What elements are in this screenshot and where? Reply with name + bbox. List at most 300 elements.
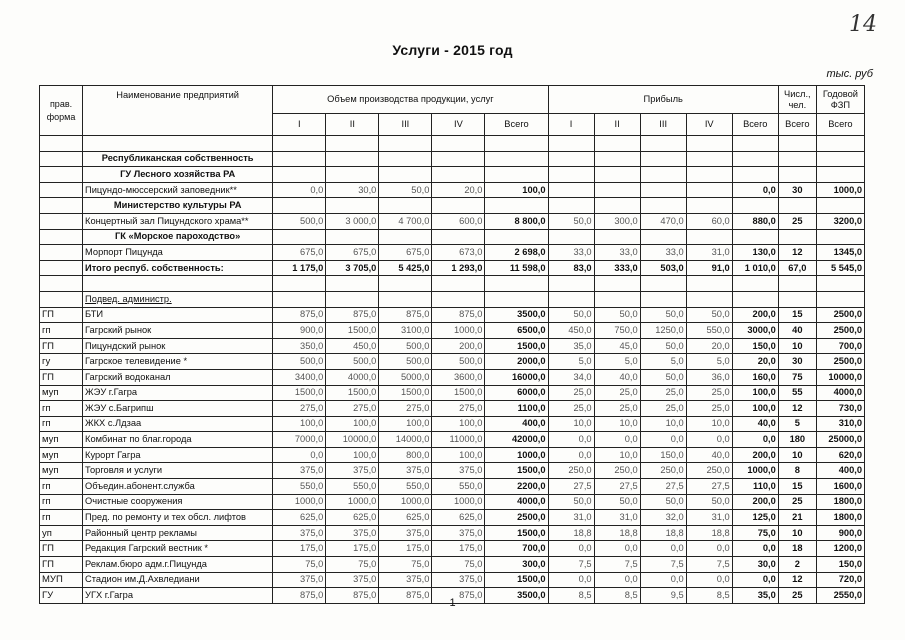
header-profit-q2: II (594, 114, 640, 136)
profit-q2 (594, 182, 640, 198)
volume-q2: 625,0 (326, 510, 379, 526)
profit-q3: 1250,0 (640, 323, 686, 339)
empty-cell (40, 276, 83, 292)
enterprise-name: Курорт Гагра (83, 447, 273, 463)
header-profit-q1: I (548, 114, 594, 136)
profit-q2: 18,8 (594, 525, 640, 541)
staff-count: 25 (778, 588, 816, 604)
table-row (40, 525, 865, 541)
profit-q1: 50,0 (548, 213, 594, 229)
volume-q2: 175,0 (326, 541, 379, 557)
volume-q4: 550,0 (432, 479, 485, 495)
volume-q1: 0,0 (273, 447, 326, 463)
annual-fund: 2500,0 (816, 307, 864, 323)
empty-cell (816, 136, 864, 152)
profit-q5: 20,0 (732, 354, 778, 370)
profit-q2: 33,0 (594, 245, 640, 261)
profit-q1: 0,0 (548, 572, 594, 588)
staff-count: 12 (778, 572, 816, 588)
annual-fund: 3200,0 (816, 213, 864, 229)
section-label: Министерство культуры РА (83, 198, 273, 214)
volume-q1: 375,0 (273, 572, 326, 588)
staff-count: 55 (778, 385, 816, 401)
volume-q5: 16000,0 (485, 369, 548, 385)
empty-cell (273, 291, 326, 307)
profit-q5: 150,0 (732, 338, 778, 354)
section-label: ГУ Лесного хозяйства РА (83, 167, 273, 183)
legal-form: ГП (40, 557, 83, 573)
volume-q4: 500,0 (432, 354, 485, 370)
table-row (40, 416, 865, 432)
volume-q1: 3400,0 (273, 369, 326, 385)
volume-q2: 875,0 (326, 588, 379, 604)
header-volume-q3: III (379, 114, 432, 136)
profit-q2: 27,5 (594, 479, 640, 495)
volume-q3: 875,0 (379, 307, 432, 323)
volume-q4: 1 293,0 (432, 260, 485, 276)
profit-q3: 470,0 (640, 213, 686, 229)
empty-cell (686, 276, 732, 292)
volume-q4: 100,0 (432, 447, 485, 463)
legal-form: ГП (40, 369, 83, 385)
profit-q2: 50,0 (594, 307, 640, 323)
profit-q3: 50,0 (640, 338, 686, 354)
profit-q3: 18,8 (640, 525, 686, 541)
profit-q2: 0,0 (594, 432, 640, 448)
table-row (40, 541, 865, 557)
profit-q4: 40,0 (686, 447, 732, 463)
profit-q3: 50,0 (640, 307, 686, 323)
annual-fund: 2550,0 (816, 588, 864, 604)
volume-q1: 1500,0 (273, 385, 326, 401)
volume-q5: 1500,0 (485, 525, 548, 541)
header-volume-q2: II (326, 114, 379, 136)
empty-cell (485, 136, 548, 152)
profit-q2: 31,0 (594, 510, 640, 526)
volume-q4: 20,0 (432, 182, 485, 198)
legal-form: гп (40, 323, 83, 339)
empty-cell (686, 291, 732, 307)
enterprise-name: Концертный зал Пицундского храма** (83, 213, 273, 229)
volume-q2: 75,0 (326, 557, 379, 573)
profit-q3: 32,0 (640, 510, 686, 526)
empty-cell (379, 291, 432, 307)
section-label: Подвед. администр. (83, 291, 273, 307)
volume-q3: 1500,0 (379, 385, 432, 401)
profit-q4: 50,0 (686, 307, 732, 323)
profit-q4: 31,0 (686, 245, 732, 261)
empty-cell (548, 151, 594, 167)
volume-q5: 6500,0 (485, 323, 548, 339)
profit-q5: 1 010,0 (732, 260, 778, 276)
table-row (40, 323, 865, 339)
table-row (40, 182, 865, 198)
staff-count: 40 (778, 323, 816, 339)
profit-q2: 8,5 (594, 588, 640, 604)
empty-cell (686, 229, 732, 245)
empty-cell (326, 151, 379, 167)
volume-q2: 100,0 (326, 447, 379, 463)
empty-cell (273, 167, 326, 183)
empty-cell (640, 167, 686, 183)
legal-form (40, 260, 83, 276)
profit-q4: 7,5 (686, 557, 732, 573)
volume-q4: 1500,0 (432, 385, 485, 401)
legal-form: гп (40, 416, 83, 432)
empty-cell (686, 167, 732, 183)
header-volume-q5: Всего (485, 114, 548, 136)
profit-q2: 750,0 (594, 323, 640, 339)
volume-q4: 275,0 (432, 401, 485, 417)
empty-cell (594, 229, 640, 245)
profit-q4: 20,0 (686, 338, 732, 354)
volume-q2: 3 705,0 (326, 260, 379, 276)
enterprise-name: УГХ г.Гагра (83, 588, 273, 604)
volume-q1: 550,0 (273, 479, 326, 495)
profit-q4: 250,0 (686, 463, 732, 479)
table-row (40, 557, 865, 573)
volume-q5: 700,0 (485, 541, 548, 557)
empty-cell (485, 276, 548, 292)
profit-q5: 1000,0 (732, 463, 778, 479)
volume-q1: 900,0 (273, 323, 326, 339)
profit-q5: 200,0 (732, 494, 778, 510)
section-row (40, 151, 865, 167)
enterprise-name: Итого респуб. собственность: (83, 260, 273, 276)
empty-cell (326, 198, 379, 214)
volume-q1: 0,0 (273, 182, 326, 198)
staff-count: 2 (778, 557, 816, 573)
volume-q1: 350,0 (273, 338, 326, 354)
profit-q1: 83,0 (548, 260, 594, 276)
volume-q3: 50,0 (379, 182, 432, 198)
empty-cell (485, 291, 548, 307)
header-form: прав. форма (40, 86, 83, 136)
volume-q4: 375,0 (432, 463, 485, 479)
legal-form: ГП (40, 338, 83, 354)
empty-cell (379, 229, 432, 245)
empty-cell (732, 136, 778, 152)
volume-q3: 1000,0 (379, 494, 432, 510)
volume-q3: 3100,0 (379, 323, 432, 339)
volume-q4: 11000,0 (432, 432, 485, 448)
header-staff: Числ., чел. (778, 86, 816, 114)
empty-cell (640, 136, 686, 152)
empty-cell (640, 229, 686, 245)
volume-q2: 500,0 (326, 354, 379, 370)
table-row (40, 307, 865, 323)
enterprise-name: Пицундский рынок (83, 338, 273, 354)
staff-count: 180 (778, 432, 816, 448)
empty-cell (816, 229, 864, 245)
profit-q2: 10,0 (594, 416, 640, 432)
section-label: Республиканская собственность (83, 151, 273, 167)
table-row (40, 572, 865, 588)
profit-q3: 33,0 (640, 245, 686, 261)
profit-q5: 100,0 (732, 401, 778, 417)
volume-q4: 1000,0 (432, 323, 485, 339)
header-profit: Прибыль (548, 86, 778, 114)
volume-q1: 100,0 (273, 416, 326, 432)
staff-count: 25 (778, 494, 816, 510)
profit-q4: 60,0 (686, 213, 732, 229)
empty-cell (594, 276, 640, 292)
volume-q1: 500,0 (273, 213, 326, 229)
empty-cell (778, 167, 816, 183)
volume-q2: 550,0 (326, 479, 379, 495)
empty-cell (816, 198, 864, 214)
enterprise-name: Объедин.абонент.служба (83, 479, 273, 495)
legal-form: ГП (40, 307, 83, 323)
profit-q5: 0,0 (732, 541, 778, 557)
legal-form: гп (40, 494, 83, 510)
header-profit-q4: IV (686, 114, 732, 136)
enterprise-name: Стадион им.Д.Ахвледиани (83, 572, 273, 588)
section-row (40, 167, 865, 183)
volume-q3: 175,0 (379, 541, 432, 557)
volume-q2: 3 000,0 (326, 213, 379, 229)
table-row (40, 213, 865, 229)
profit-q1: 250,0 (548, 463, 594, 479)
profit-q4: 27,5 (686, 479, 732, 495)
page-title: Услуги - 2015 год (392, 42, 513, 58)
volume-q2: 375,0 (326, 572, 379, 588)
empty-cell (432, 167, 485, 183)
profit-q1: 27,5 (548, 479, 594, 495)
profit-q1: 50,0 (548, 307, 594, 323)
header-volume-q4: IV (432, 114, 485, 136)
volume-q4: 600,0 (432, 213, 485, 229)
volume-q2: 875,0 (326, 307, 379, 323)
volume-q3: 550,0 (379, 479, 432, 495)
legal-form (40, 182, 83, 198)
unit-label: тыс. руб (826, 68, 873, 80)
profit-q3: 503,0 (640, 260, 686, 276)
profit-q3: 0,0 (640, 541, 686, 557)
empty-cell (778, 151, 816, 167)
header-volume: Объем производства продукции, услуг (273, 86, 548, 114)
profit-q1: 18,8 (548, 525, 594, 541)
empty-cell (326, 276, 379, 292)
annual-fund: 1200,0 (816, 541, 864, 557)
empty-cell (548, 229, 594, 245)
volume-q3: 100,0 (379, 416, 432, 432)
annual-fund: 10000,0 (816, 369, 864, 385)
profit-q1: 0,0 (548, 447, 594, 463)
volume-q3: 275,0 (379, 401, 432, 417)
empty-cell (432, 198, 485, 214)
form-cell (40, 167, 83, 183)
profit-q2: 25,0 (594, 385, 640, 401)
profit-q5: 30,0 (732, 557, 778, 573)
empty-cell (485, 167, 548, 183)
profit-q1: 31,0 (548, 510, 594, 526)
volume-q3: 5 425,0 (379, 260, 432, 276)
empty-cell (83, 136, 273, 152)
annual-fund: 5 545,0 (816, 260, 864, 276)
volume-q2: 4000,0 (326, 369, 379, 385)
profit-q3: 50,0 (640, 369, 686, 385)
profit-q5: 75,0 (732, 525, 778, 541)
volume-q4: 673,0 (432, 245, 485, 261)
profit-q4: 0,0 (686, 541, 732, 557)
empty-cell (485, 151, 548, 167)
profit-q5: 0,0 (732, 572, 778, 588)
page-number: 1 (449, 597, 456, 609)
profit-q1: 10,0 (548, 416, 594, 432)
volume-q3: 75,0 (379, 557, 432, 573)
legal-form: гп (40, 401, 83, 417)
volume-q5: 3500,0 (485, 307, 548, 323)
empty-cell (778, 136, 816, 152)
volume-q5: 2200,0 (485, 479, 548, 495)
profit-q1: 50,0 (548, 494, 594, 510)
empty-cell (640, 198, 686, 214)
volume-q3: 375,0 (379, 463, 432, 479)
empty-cell (432, 276, 485, 292)
profit-q1: 0,0 (548, 432, 594, 448)
enterprise-name: ЖЭУ г.Гагра (83, 385, 273, 401)
volume-q5: 8 800,0 (485, 213, 548, 229)
empty-cell (732, 167, 778, 183)
section-label: ГК «Морское пароходство» (83, 229, 273, 245)
section-row (40, 291, 865, 307)
empty-cell (778, 229, 816, 245)
profit-q1: 25,0 (548, 385, 594, 401)
form-cell (40, 229, 83, 245)
form-cell (40, 151, 83, 167)
empty-cell (548, 167, 594, 183)
annual-fund: 620,0 (816, 447, 864, 463)
volume-q1: 75,0 (273, 557, 326, 573)
enterprise-name: Морпорт Пицунда (83, 245, 273, 261)
form-cell (40, 291, 83, 307)
volume-q2: 1500,0 (326, 323, 379, 339)
section-row (40, 229, 865, 245)
profit-q2: 0,0 (594, 572, 640, 588)
annual-fund: 400,0 (816, 463, 864, 479)
profit-q5: 160,0 (732, 369, 778, 385)
empty-cell (273, 198, 326, 214)
table-row (40, 510, 865, 526)
legal-form: гп (40, 479, 83, 495)
annual-fund: 1000,0 (816, 182, 864, 198)
empty-cell (432, 151, 485, 167)
profit-q1: 35,0 (548, 338, 594, 354)
empty-cell (816, 276, 864, 292)
profit-q4: 10,0 (686, 416, 732, 432)
volume-q3: 675,0 (379, 245, 432, 261)
header-staff-total: Всего (778, 114, 816, 136)
empty-cell (326, 136, 379, 152)
table-row (40, 401, 865, 417)
legal-form: ГУ (40, 588, 83, 604)
profit-q5: 200,0 (732, 447, 778, 463)
staff-count: 10 (778, 525, 816, 541)
empty-cell (732, 151, 778, 167)
table-row (40, 354, 865, 370)
volume-q5: 100,0 (485, 182, 548, 198)
volume-q1: 875,0 (273, 307, 326, 323)
volume-q2: 275,0 (326, 401, 379, 417)
volume-q1: 375,0 (273, 525, 326, 541)
profit-q5: 130,0 (732, 245, 778, 261)
profit-q2: 250,0 (594, 463, 640, 479)
enterprise-name: БТИ (83, 307, 273, 323)
profit-q3: 7,5 (640, 557, 686, 573)
volume-q1: 175,0 (273, 541, 326, 557)
volume-q3: 800,0 (379, 447, 432, 463)
profit-q1: 8,5 (548, 588, 594, 604)
profit-q2: 25,0 (594, 401, 640, 417)
profit-q3: 9,5 (640, 588, 686, 604)
empty-cell (548, 276, 594, 292)
enterprise-name: ЖКХ с.Лдзаа (83, 416, 273, 432)
volume-q2: 10000,0 (326, 432, 379, 448)
enterprise-name: Торговля и услуги (83, 463, 273, 479)
staff-count: 10 (778, 447, 816, 463)
annual-fund: 1345,0 (816, 245, 864, 261)
section-row (40, 198, 865, 214)
volume-q1: 500,0 (273, 354, 326, 370)
volume-q4: 375,0 (432, 525, 485, 541)
profit-q2: 0,0 (594, 541, 640, 557)
annual-fund: 25000,0 (816, 432, 864, 448)
volume-q1: 625,0 (273, 510, 326, 526)
empty-cell (379, 167, 432, 183)
legal-form (40, 213, 83, 229)
profit-q5: 35,0 (732, 588, 778, 604)
volume-q5: 2 698,0 (485, 245, 548, 261)
empty-cell (40, 136, 83, 152)
table-row (40, 260, 865, 276)
legal-form (40, 245, 83, 261)
volume-q2: 1500,0 (326, 385, 379, 401)
empty-cell (594, 198, 640, 214)
profit-q5: 100,0 (732, 385, 778, 401)
volume-q5: 4000,0 (485, 494, 548, 510)
profit-q4: 0,0 (686, 572, 732, 588)
volume-q4: 375,0 (432, 572, 485, 588)
empty-cell (273, 151, 326, 167)
empty-cell (548, 291, 594, 307)
empty-cell (326, 167, 379, 183)
empty-cell (548, 198, 594, 214)
profit-q5: 125,0 (732, 510, 778, 526)
legal-form: муп (40, 463, 83, 479)
empty-cell (732, 291, 778, 307)
table-row (40, 369, 865, 385)
volume-q3: 14000,0 (379, 432, 432, 448)
profit-q1: 34,0 (548, 369, 594, 385)
annual-fund: 1800,0 (816, 510, 864, 526)
profit-q4: 91,0 (686, 260, 732, 276)
profit-q4: 0,0 (686, 432, 732, 448)
profit-q1: 450,0 (548, 323, 594, 339)
annual-fund: 4000,0 (816, 385, 864, 401)
empty-cell (432, 229, 485, 245)
volume-q2: 450,0 (326, 338, 379, 354)
enterprise-name: Пред. по ремонту и тех обсл. лифтов (83, 510, 273, 526)
staff-count: 18 (778, 541, 816, 557)
empty-cell (778, 276, 816, 292)
profit-q1 (548, 182, 594, 198)
legal-form: гу (40, 354, 83, 370)
empty-cell (485, 229, 548, 245)
volume-q4: 100,0 (432, 416, 485, 432)
legal-form: МУП (40, 572, 83, 588)
volume-q4: 1000,0 (432, 494, 485, 510)
